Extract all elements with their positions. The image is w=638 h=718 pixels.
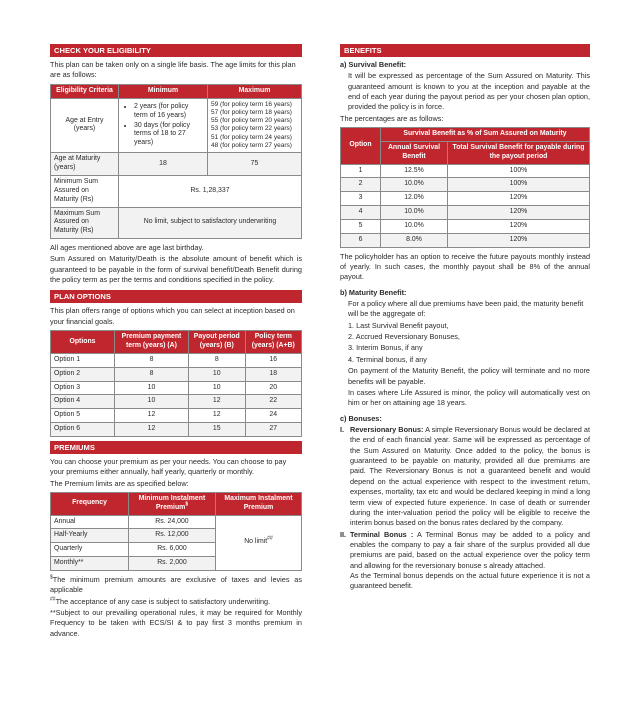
list-number: II.: [340, 529, 347, 539]
table-row: [51, 423, 302, 437]
table-cell: 8: [115, 367, 189, 381]
reversionary-bonus-text: A simple Reversionary Bonus would be declared at the end of each financial year. Same will be expressed as percentage of the Sum Assured on Maturity. Once added to the policy, the bonus is guaranteed to be payable on maturity, provided all due premiums are paid. The Reversionary Bonus is not a guaranteed benefit and would depend on the actual experience with respect to the investment return, expenses, mortality, tax etc and would be declared keeping in mind a long term view of expected future experience. In case of death or surrender during the inter-valuation period the policy will be eligible to receive the interim bonus based on the bonus rates declared by the company.: [350, 425, 590, 528]
table-row: [341, 206, 590, 220]
left-column: [50, 44, 302, 640]
eligibility-intro: This plan can be taken only on a single life basis. The age limits for this plan are as follows:: [50, 60, 296, 80]
monthly-payout-note: The policyholder has an option to receive the future payouts monthly instead of yearly. In such cases, the monthly payout shall be 8% of the annual payout.: [340, 251, 590, 282]
footnote-marker: $: [185, 501, 189, 508]
plan-header-ppt: Premium payment term (years) (A): [115, 331, 189, 354]
table-cell: 18: [245, 367, 301, 381]
table-cell: 120%: [447, 219, 589, 233]
table-cell: 6: [341, 233, 381, 247]
footnote-text: The minimum premium amounts are exclusive of taxes and levies as applicable: [50, 574, 302, 595]
table-row: [51, 353, 302, 367]
eligibility-header-minimum: Minimum: [119, 84, 208, 98]
table-row: [51, 515, 302, 529]
maturity-intro: For a policy where all due premiums have been paid, the maturity benefit will be the aggregate of:: [348, 299, 584, 319]
max-premium-value: [215, 515, 301, 570]
premium-footnote-2: [50, 597, 302, 607]
list-item: 51 (for policy term 24 years): [211, 133, 292, 141]
table-cell: Option 1: [51, 353, 115, 367]
table-cell: 10.0%: [381, 219, 448, 233]
table-cell: 16: [245, 353, 301, 367]
min-sa-label: Minimum Sum Assured on Maturity (Rs): [51, 176, 119, 207]
table-row: [51, 381, 302, 395]
header-label: Minimum Instalment Premium: [138, 494, 206, 511]
footnote-marker: $: [50, 574, 53, 581]
table-row: [51, 367, 302, 381]
reversionary-bonus-item: [340, 425, 590, 529]
footnote-text: The acceptance of any case is subject to satisfactory underwriting.: [55, 596, 271, 606]
table-cell: 12: [188, 395, 245, 409]
table-cell: Quarterly: [51, 543, 129, 557]
list-item: 4. Terminal bonus, if any: [348, 354, 427, 364]
table-cell: 10: [188, 367, 245, 381]
right-column: [340, 44, 590, 592]
table-row: [51, 207, 302, 238]
table-cell: 10.0%: [381, 178, 448, 192]
table-cell: 8: [188, 353, 245, 367]
list-item: 53 (for policy term 22 years): [211, 125, 292, 133]
table-cell: 120%: [447, 192, 589, 206]
premiums-heading: PREMIUMS: [50, 441, 302, 454]
table-row: [51, 98, 302, 153]
maturity-text-2: In cases where Life Assured is minor, the policy will automatically vest on him or her on attaining age 18 years.: [348, 387, 590, 408]
max-sa-label: Maximum Sum Assured on Maturity (Rs): [51, 207, 119, 238]
list-item: 48 (for policy term 27 years): [211, 142, 292, 150]
table-cell: 8: [115, 353, 189, 367]
list-item: • 30 days (for policy terms of 18 to 27 years): [134, 122, 204, 148]
table-row: [341, 164, 590, 178]
table-cell: Rs. 12,000: [129, 529, 216, 543]
terminal-bonus-text-2: As the Terminal bonus depends on the actual future experience it is not a guaranteed benefit.: [350, 571, 590, 591]
survival-header-total: Total Survival Benefit for payable during the payout period: [447, 141, 589, 164]
table-cell: Monthly**: [51, 557, 129, 571]
survival-header-annual: Annual Survival Benefit: [381, 141, 448, 164]
table-row: [341, 178, 590, 192]
plan-options-intro: This plan offers range of options which you can select at inception based on your financial goals.: [50, 306, 295, 326]
survival-header-option: Option: [341, 128, 381, 164]
table-cell: 20: [245, 381, 301, 395]
table-cell: Half-Yearly: [51, 529, 129, 543]
list-item: 2. Accrued Reversionary Bonuses,: [348, 332, 460, 342]
maturity-text-1: On payment of the Maturity Benefit, the policy will terminate and no more benefits will be payable.: [348, 366, 590, 386]
premium-header-minimum: [129, 492, 216, 515]
maturity-age-label: Age at Maturity (years): [51, 153, 119, 176]
max-sa-value: No limit, subject to satisfactory underwriting: [119, 207, 302, 238]
table-cell: 27: [245, 423, 301, 437]
bonuses-title: c) Bonuses:: [340, 413, 382, 423]
table-cell: 3: [341, 192, 381, 206]
plan-header-payout: Payout period (years) (B): [188, 331, 245, 354]
table-cell: 10: [115, 381, 189, 395]
premium-limits-intro: The Premium limits are as specified below:: [50, 478, 189, 488]
table-row: [341, 192, 590, 206]
table-cell: 1: [341, 164, 381, 178]
table-cell: 24: [245, 409, 301, 423]
table-cell: 12: [188, 409, 245, 423]
premiums-intro: You can choose your premium as per your needs. You can choose to pay your premiums either annually, half yearly, quarterly or monthly.: [50, 456, 287, 477]
list-item: • 2 years (for policy term of 16 years): [134, 103, 204, 121]
list-number: I.: [340, 425, 345, 434]
table-cell: 2: [341, 178, 381, 192]
maturity-benefit-title: b) Maturity Benefit:: [340, 287, 407, 297]
survival-header-group: Survival Benefit as % of Sum Assured on Maturity: [381, 128, 590, 142]
terminal-bonus-label: Terminal Bonus :: [350, 529, 414, 539]
survival-benefit-text: It will be expressed as percentage of the Sum Assured on Maturity. This guaranteed amount is known to you at the inception and payable at the end of each year during the payout period as per your chosen plan option, provided the policy is in force.: [348, 71, 590, 112]
table-cell: 10: [188, 381, 245, 395]
table-cell: Annual: [51, 515, 129, 529]
table-cell: 8.0%: [381, 233, 448, 247]
table-cell: 4: [341, 206, 381, 220]
table-cell: 15: [188, 423, 245, 437]
table-row: [51, 409, 302, 423]
premiums-table: [50, 492, 302, 571]
eligibility-heading: CHECK YOUR ELIGIBILITY: [50, 44, 302, 57]
footnote-marker: ##: [267, 536, 273, 542]
terminal-bonus-text: A Terminal Bonus may be added to a policy and enables the company to pay a fair share of the surplus provided all due premiums are paid, based on the actual experience over the policy term and allowing for the reversionary bonuse s already attached.: [350, 529, 590, 570]
survival-benefit-table: [340, 127, 590, 247]
table-row: [51, 395, 302, 409]
min-sa-value: Rs. 1,28,337: [119, 176, 302, 207]
entry-age-label: Age at Entry (years): [51, 98, 119, 153]
list-item: 57 (for policy term 18 years): [211, 108, 292, 116]
maturity-age-min: 18: [119, 153, 208, 176]
table-cell: 120%: [447, 233, 589, 247]
terminal-bonus-item: [340, 530, 590, 592]
premium-header-maximum: Maximum Instalment Premium: [215, 492, 301, 515]
table-row: [341, 219, 590, 233]
table-cell: 12.5%: [381, 164, 448, 178]
list-item: 3. Interim Bonus, if any: [348, 343, 423, 353]
table-cell: Option 5: [51, 409, 115, 423]
premium-header-frequency: Frequency: [51, 492, 129, 515]
table-cell: Option 6: [51, 423, 115, 437]
table-row: [51, 153, 302, 176]
table-cell: Rs. 24,000: [129, 515, 216, 529]
reversionary-bonus-label: Reversionary Bonus:: [350, 425, 424, 434]
table-cell: 10.0%: [381, 206, 448, 220]
sum-assured-note: Sum Assured on Maturity/Death is the absolute amount of benefit which is guaranteed to be payable in the form of survival benefit/Death Benefit during the policy term as per the terms and conditions specified in the policy.: [50, 254, 302, 285]
table-cell: Rs. 6,000: [129, 543, 216, 557]
table-cell: Option 2: [51, 367, 115, 381]
list-item: 59 (for policy term 16 years): [211, 100, 292, 108]
table-row: [51, 176, 302, 207]
footnote-marker: ##: [50, 596, 56, 603]
premium-footnote-3: **Subject to our prevailing operational rules, it may be required for Monthly Frequency to be taken with ECS/SI & to pay first 3 months premium in advance.: [50, 607, 302, 638]
percentages-intro: The percentages are as follows:: [340, 113, 444, 123]
plan-options-heading: PLAN OPTIONS: [50, 290, 302, 303]
benefits-heading: BENEFITS: [340, 44, 590, 57]
eligibility-header-criteria: Eligibility Criteria: [51, 84, 119, 98]
maturity-age-max: 75: [208, 153, 302, 176]
eligibility-header-maximum: Maximum: [208, 84, 302, 98]
max-premium-label: No limit: [244, 538, 268, 546]
survival-benefit-title: a) Survival Benefit:: [340, 60, 407, 69]
premium-footnote-1: [50, 575, 302, 596]
entry-age-min: [119, 98, 208, 153]
age-note: All ages mentioned above are age last birthday.: [50, 243, 204, 253]
table-cell: 22: [245, 395, 301, 409]
table-cell: 12.0%: [381, 192, 448, 206]
list-item: 1. Last Survival Benefit payout,: [348, 320, 449, 330]
table-cell: 100%: [447, 164, 589, 178]
table-cell: 100%: [447, 178, 589, 192]
table-cell: 12: [115, 423, 189, 437]
table-cell: 10: [115, 395, 189, 409]
entry-age-max: [208, 98, 302, 153]
list-item: 55 (for policy term 20 years): [211, 117, 292, 125]
table-cell: 120%: [447, 206, 589, 220]
table-cell: 5: [341, 219, 381, 233]
table-cell: Option 4: [51, 395, 115, 409]
table-row: [341, 233, 590, 247]
eligibility-table: [50, 84, 302, 239]
plan-options-table: [50, 330, 302, 437]
table-cell: 12: [115, 409, 189, 423]
plan-header-options: Options: [51, 331, 115, 354]
table-cell: Rs. 2,000: [129, 557, 216, 571]
plan-header-term: Policy term (years) (A+B): [245, 331, 301, 354]
table-cell: Option 3: [51, 381, 115, 395]
